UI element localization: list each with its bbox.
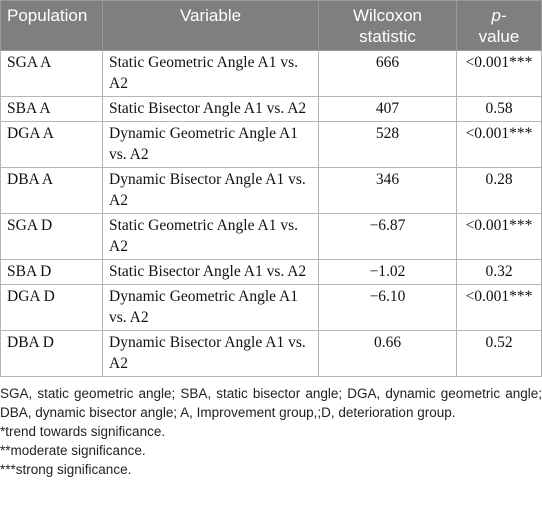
cell-variable: Dynamic Geometric Angle A1 vs. A2 bbox=[103, 285, 319, 331]
cell-p-value: <0.001*** bbox=[457, 122, 542, 168]
cell-population: SGA A bbox=[1, 51, 103, 97]
cell-p-value: 0.58 bbox=[457, 97, 542, 122]
footnote-moderate: **moderate significance. bbox=[0, 443, 146, 458]
header-wilcoxon-line1: Wilcoxon bbox=[353, 6, 422, 25]
cell-statistic: 528 bbox=[319, 122, 457, 168]
header-p-line1: p- bbox=[491, 6, 507, 25]
cell-statistic: 666 bbox=[319, 51, 457, 97]
cell-statistic: 407 bbox=[319, 97, 457, 122]
cell-variable: Dynamic Geometric Angle A1 vs. A2 bbox=[103, 122, 319, 168]
cell-statistic: −6.10 bbox=[319, 285, 457, 331]
cell-population: SGA D bbox=[1, 214, 103, 260]
footnote-trend: *trend towards significance. bbox=[0, 424, 166, 439]
cell-variable: Static Geometric Angle A1 vs. A2 bbox=[103, 214, 319, 260]
table-footnotes bbox=[0, 384, 542, 479]
table-body bbox=[1, 51, 542, 377]
abbreviation-legend: SGA, static geometric angle; SBA, static bisector angle; DGA, dynamic geometric angle; DBA, dynamic bisector angle; A, Improvement group,;D, deterioration group. bbox=[0, 386, 542, 420]
table-row bbox=[1, 331, 542, 377]
table-row bbox=[1, 260, 542, 285]
table-row bbox=[1, 168, 542, 214]
footnote-strong: ***strong significance. bbox=[0, 462, 132, 477]
cell-p-value: 0.28 bbox=[457, 168, 542, 214]
header-wilcoxon-line2: statistic bbox=[359, 27, 416, 46]
cell-p-value: <0.001*** bbox=[457, 214, 542, 260]
cell-variable: Dynamic Bisector Angle A1 vs. A2 bbox=[103, 168, 319, 214]
header-population: Population bbox=[1, 1, 103, 51]
cell-statistic: 0.66 bbox=[319, 331, 457, 377]
table-row bbox=[1, 285, 542, 331]
cell-population: SBA A bbox=[1, 97, 103, 122]
cell-variable: Static Bisector Angle A1 vs. A2 bbox=[103, 260, 319, 285]
cell-p-value: 0.52 bbox=[457, 331, 542, 377]
cell-variable: Static Geometric Angle A1 vs. A2 bbox=[103, 51, 319, 97]
table-row bbox=[1, 51, 542, 97]
table-header bbox=[1, 1, 542, 51]
cell-p-value: <0.001*** bbox=[457, 51, 542, 97]
cell-statistic: 346 bbox=[319, 168, 457, 214]
header-p-line2: value bbox=[478, 27, 520, 46]
cell-population: DGA A bbox=[1, 122, 103, 168]
cell-statistic: −1.02 bbox=[319, 260, 457, 285]
header-variable: Variable bbox=[103, 1, 319, 51]
header-wilcoxon-statistic bbox=[319, 1, 457, 51]
cell-population: DBA D bbox=[1, 331, 103, 377]
cell-population: DGA D bbox=[1, 285, 103, 331]
cell-variable: Static Bisector Angle A1 vs. A2 bbox=[103, 97, 319, 122]
cell-population: DBA A bbox=[1, 168, 103, 214]
header-row bbox=[1, 1, 542, 51]
table-row bbox=[1, 122, 542, 168]
cell-variable: Dynamic Bisector Angle A1 vs. A2 bbox=[103, 331, 319, 377]
cell-statistic: −6.87 bbox=[319, 214, 457, 260]
cell-p-value: <0.001*** bbox=[457, 285, 542, 331]
table-row bbox=[1, 214, 542, 260]
table-row bbox=[1, 97, 542, 122]
cell-p-value: 0.32 bbox=[457, 260, 542, 285]
cell-population: SBA D bbox=[1, 260, 103, 285]
header-p-value bbox=[457, 1, 542, 51]
